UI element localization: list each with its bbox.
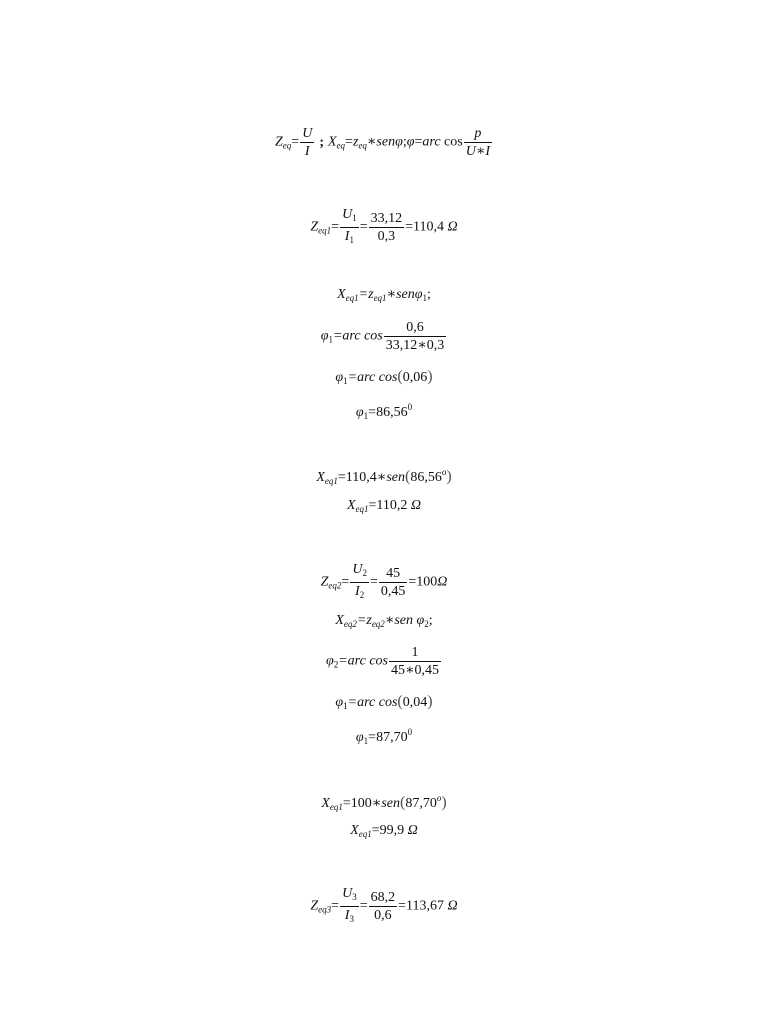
i-subscript: 3 bbox=[349, 914, 354, 924]
formula-xeq1-calc: $X_{eq1}=110,4∗sen(86,56^o)$ bbox=[316, 467, 452, 486]
multiply-sign: ∗ bbox=[366, 134, 377, 150]
equals-sign: = bbox=[345, 134, 353, 150]
z-lower-symbol: =z bbox=[358, 287, 374, 302]
phi-subscript: 1 bbox=[363, 736, 369, 746]
semicolon: ; bbox=[428, 613, 433, 628]
u-subscript: 1 bbox=[352, 213, 357, 223]
i-symbol: I bbox=[344, 908, 350, 923]
formula-general bbox=[0, 125, 768, 160]
fraction-numerator: 45 bbox=[379, 565, 408, 583]
result-value: =100 bbox=[408, 574, 438, 590]
phi-symbol: φ bbox=[320, 328, 329, 344]
sen-text: sen bbox=[381, 796, 400, 811]
z-subscript: eq3 bbox=[318, 904, 332, 915]
degree-superscript: o bbox=[441, 467, 447, 477]
fraction-denominator: 0,45 bbox=[380, 584, 406, 599]
x-symbol: X bbox=[327, 134, 337, 150]
fraction-numerator: 68,2 bbox=[370, 890, 396, 905]
fraction-denominator: U∗I bbox=[465, 144, 491, 159]
x-subscript: eq1 bbox=[324, 476, 338, 486]
fraction-numerator: p bbox=[464, 125, 492, 143]
phi-subscript: 2 bbox=[424, 619, 429, 629]
z-lower-symbol: z bbox=[352, 134, 359, 150]
i-symbol: I bbox=[355, 584, 360, 599]
phi-subscript: 1 bbox=[343, 376, 348, 386]
fraction-values bbox=[379, 565, 408, 600]
equals-sign: = bbox=[291, 134, 300, 150]
cos-text: cos bbox=[444, 134, 463, 150]
z-lower-subscript: eq bbox=[358, 140, 367, 151]
z-subscript: eq2 bbox=[328, 580, 342, 591]
phi-subscript: 1 bbox=[328, 334, 333, 345]
x-subscript: eq2 bbox=[343, 619, 357, 629]
angle-value: =86,56 bbox=[368, 405, 408, 420]
fraction-numerator: 0,6 bbox=[384, 319, 447, 337]
i-symbol: I bbox=[344, 229, 350, 244]
i-subscript: 1 bbox=[349, 235, 354, 245]
i-subscript: 2 bbox=[359, 590, 365, 600]
u-symbol: U bbox=[342, 207, 353, 222]
u-subscript: 2 bbox=[362, 568, 367, 578]
formula-phi2-definition bbox=[0, 644, 768, 679]
phi-symbol: φ bbox=[335, 370, 344, 385]
ohm-unit: Ω bbox=[407, 823, 418, 838]
fraction-values bbox=[389, 644, 441, 679]
fraction-denominator: 0,3 bbox=[377, 229, 396, 244]
formula-xeq1b-result bbox=[0, 824, 768, 839]
fraction-denominator: 0,6 bbox=[374, 908, 392, 923]
formula-phi1-cos: $\varphi_1=arc$ cos(0,06) bbox=[335, 368, 433, 386]
formula-zeq3: $Z_{eq3}=$ $\frac{U_3}{I_3}$ = $\frac{68,2}{0,6}$ =113,67 Ω bbox=[0, 885, 768, 928]
formula-phi1-definition bbox=[0, 319, 768, 354]
fraction-values bbox=[384, 319, 447, 354]
fraction-numerator: U bbox=[302, 126, 313, 141]
product-text: =100∗ bbox=[342, 796, 382, 811]
fraction-u-over-i bbox=[300, 125, 314, 160]
fraction-numerator bbox=[350, 561, 369, 583]
phi-subscript: 1 bbox=[343, 701, 348, 711]
sen-argument: 87,70 bbox=[405, 796, 437, 811]
arc-cos-text: =arc cos bbox=[347, 370, 398, 385]
z-subscript: eq1 bbox=[318, 225, 332, 236]
phi-symbol: φ bbox=[355, 730, 364, 745]
fraction-denominator bbox=[340, 228, 359, 249]
z-symbol: Z bbox=[310, 219, 319, 235]
fraction-p-over-ui bbox=[464, 125, 492, 160]
z-lower-subscript: eq1 bbox=[373, 293, 387, 303]
result-value: =110,4 bbox=[405, 219, 444, 235]
cos-argument: 0,04 bbox=[402, 695, 428, 710]
fraction-denominator: I bbox=[304, 144, 310, 159]
x-symbol: X bbox=[346, 498, 356, 513]
result-value: =113,67 bbox=[398, 898, 444, 914]
formula-xeq1-definition bbox=[0, 288, 768, 303]
formula-zeq1: $Z_{eq1}=$ $\frac{U_1}{I_1}$ = $\frac{33,12}{0,3}$ =110,4 Ω bbox=[0, 206, 768, 249]
u-symbol: U bbox=[352, 562, 363, 577]
formula-xeq1b-calc: $X_{eq1}=100∗sen(87,70^o)$ bbox=[321, 793, 447, 812]
separator: ; bbox=[319, 134, 324, 150]
fraction-u-over-i bbox=[340, 885, 359, 928]
semicolon: ; bbox=[427, 287, 431, 302]
x-symbol: X bbox=[337, 287, 346, 302]
x-symbol: X bbox=[321, 796, 330, 811]
phi-subscript: 1 bbox=[422, 293, 427, 303]
phi-symbol: φ bbox=[335, 695, 344, 710]
x-subscript: eq1 bbox=[355, 504, 369, 514]
degree-superscript: 0 bbox=[407, 402, 413, 412]
formula-phi2-cos: $\varphi_1=arc$ cos(0,04) bbox=[335, 693, 433, 711]
arc-cos-text: =arc cos bbox=[332, 328, 383, 344]
fraction-values bbox=[369, 889, 398, 924]
ohm-unit: Ω bbox=[410, 498, 422, 513]
angle-value: =87,70 bbox=[368, 730, 408, 745]
phi-subscript: 1 bbox=[363, 411, 369, 421]
fraction-numerator bbox=[340, 885, 359, 907]
x-symbol: X bbox=[316, 470, 325, 485]
sen-phi: ∗senφ bbox=[386, 287, 423, 302]
fraction-denominator: 33,12∗0,3 bbox=[385, 338, 445, 353]
x-symbol: X bbox=[350, 823, 359, 838]
ohm-unit: Ω bbox=[447, 219, 458, 235]
formula-zeq2: $Z_{eq2}=$ $\frac{U_2}{I_2}$ = $\frac{45}{0,45}$ =100Ω bbox=[0, 561, 768, 604]
fraction-u-over-i bbox=[340, 206, 359, 249]
fraction-numerator bbox=[340, 206, 359, 228]
sen-text: sen bbox=[386, 470, 405, 485]
u-subscript: 3 bbox=[352, 892, 357, 902]
fraction-denominator bbox=[340, 907, 359, 928]
x-subscript: eq1 bbox=[345, 293, 359, 303]
x-subscript: eq1 bbox=[358, 829, 372, 839]
fraction-numerator: 33,12 bbox=[370, 211, 403, 226]
sen-phi: ∗sen φ bbox=[384, 613, 425, 628]
result-value: =110,2 bbox=[368, 498, 408, 513]
fraction-values bbox=[369, 210, 405, 245]
phi-symbol: φ bbox=[406, 134, 415, 150]
sen-argument: 86,56 bbox=[410, 470, 442, 485]
degree-superscript: o bbox=[436, 793, 442, 803]
degree-superscript: 0 bbox=[407, 727, 413, 737]
product-text: =110,4∗ bbox=[337, 470, 387, 485]
formula-xeq1-result bbox=[0, 499, 768, 514]
formula-phi2-value bbox=[0, 728, 768, 746]
x-symbol: X bbox=[335, 613, 344, 628]
arc-cos-text: =arc cos bbox=[338, 653, 388, 669]
separator: ; bbox=[402, 134, 407, 150]
sen-phi: senφ bbox=[376, 134, 403, 150]
arc-text: arc bbox=[422, 134, 441, 150]
x-subscript: eq bbox=[336, 140, 346, 151]
phi-symbol: φ bbox=[355, 405, 364, 420]
x-subscript: eq1 bbox=[329, 802, 343, 812]
formula-xeq2-definition bbox=[0, 614, 768, 629]
phi-subscript: 2 bbox=[333, 659, 339, 670]
arc-cos-text: =arc cos bbox=[347, 695, 398, 710]
fraction-denominator bbox=[350, 583, 369, 604]
z-lower-subscript: eq2 bbox=[371, 619, 385, 629]
result-value: =99,9 bbox=[371, 823, 405, 838]
ohm-unit: Ω bbox=[437, 574, 448, 590]
fraction-numerator: 1 bbox=[389, 644, 441, 662]
u-symbol: U bbox=[342, 886, 353, 901]
equals-sign: = bbox=[414, 134, 423, 150]
z-symbol: Z bbox=[320, 574, 329, 590]
cos-argument: 0,06 bbox=[402, 370, 428, 385]
formula-phi1-value bbox=[0, 403, 768, 421]
fraction-u-over-i bbox=[350, 561, 369, 604]
z-symbol: Z bbox=[310, 898, 319, 914]
z-lower-symbol: =z bbox=[356, 613, 372, 628]
z-subscript: eq bbox=[282, 140, 292, 151]
fraction-denominator: 45∗0,45 bbox=[391, 663, 440, 678]
z-symbol: Z bbox=[274, 134, 283, 150]
ohm-unit: Ω bbox=[447, 898, 458, 914]
phi-symbol: φ bbox=[325, 653, 334, 669]
